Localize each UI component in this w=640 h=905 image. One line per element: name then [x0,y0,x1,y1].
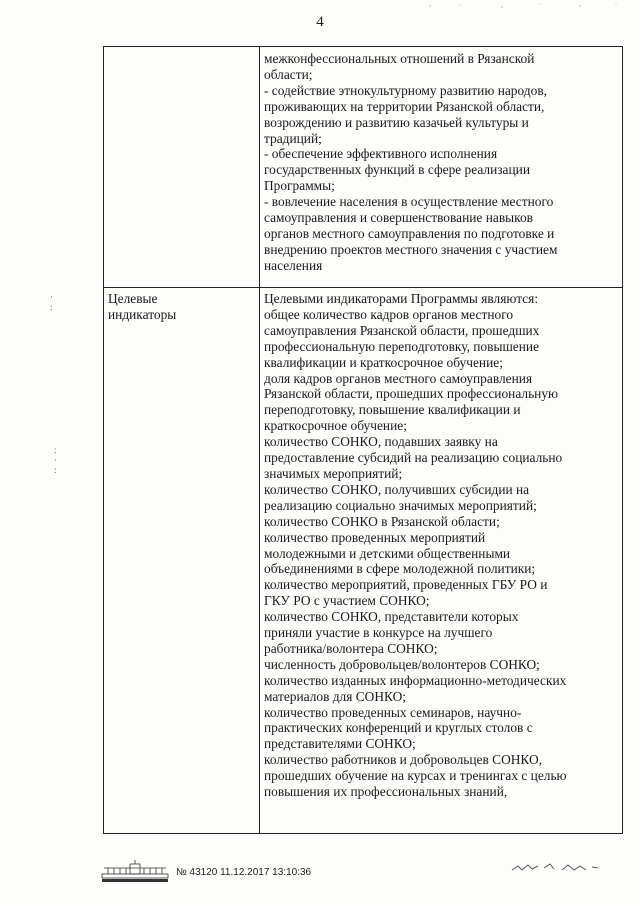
row-label: Целевые [108,291,158,306]
text-line: количество проведенных мероприятий [264,529,486,545]
tasks-cell [264,51,620,274]
text-line: молодежными и детскими общественными [264,545,511,561]
row-divider [104,287,622,288]
text-line: работника/волонтера СОНКО; [264,640,438,656]
signature-scribble [510,858,600,876]
text-line: прошедших обучение на курсах и тренингах с целью [264,768,567,784]
margin-mark: · : [50,292,53,312]
text-line: органов местного самоуправления по подготовке и [264,225,555,241]
program-passport-table [103,46,623,834]
text-line: доля кадров органов местного самоуправления [264,370,533,386]
text-line: количество проведенных семинаров, научно- [264,704,522,720]
text-line: количество СОНКО, подавших заявку на [264,434,498,450]
text-line: Рязанской области, прошедших профессиональную [264,386,559,402]
text-line: - вовлечение населения в осуществление местного [264,194,554,210]
building-logo-icon [100,860,170,884]
margin-mark: : · : [54,445,57,475]
text-line: ГКУ РО с участием СОНКО; [264,593,430,609]
text-line: количество изданных информационно-методических [264,672,567,688]
text-line: материалов для СОНКО; [264,688,407,704]
text-line: населения [264,257,323,273]
text-line: количество СОНКО, представители которых [264,609,519,625]
text-line: значимых мероприятий; [264,465,403,481]
text-line: приняли участие в конкурсе на лучшего [264,625,493,641]
text-line: представителями СОНКО; [264,736,416,752]
scan-noise [420,0,630,10]
text-line: профессиональную переподготовку, повышение [264,338,539,354]
text-line: проживающих на территории Рязанской области, [264,98,545,114]
text-line: - содействие этнокультурному развитию народов, [264,82,547,98]
text-line: самоуправления и совершенствование навыков [264,210,533,226]
text-line: Целевыми индикаторами Программы являются: [264,291,539,306]
text-line: количество работников и добровольцев СОНКО, [264,752,543,768]
text-line: внедрению проектов местного значения с участием [264,241,558,257]
text-line: общее количество кадров органов местного [264,306,514,322]
text-line: количество СОНКО, получивших субсидии на [264,481,530,497]
registration-stamp-text: № 43120 11.12.2017 13:10:36 [176,866,312,878]
text-line: - обеспечение эффективного исполнения [264,146,498,162]
text-line: Программы; [264,178,335,194]
text-line: объединениями в сфере молодежной политики; [264,561,536,577]
text-line: количество мероприятий, проведенных ГБУ РО и [264,577,548,593]
text-line: возрождению и развитию казачьей культуры и [264,114,529,130]
row-label: индикаторы [108,306,177,322]
text-line: предоставление субсидий на реализацию социально [264,450,563,466]
text-line: межконфессиональных отношений в Рязанской [264,51,535,66]
text-line: реализацию социально значимых мероприятий; [264,497,537,513]
text-line: области; [264,66,313,82]
text-line: государственных функций в сфере реализации [264,162,530,178]
page-number: 4 [316,14,324,30]
text-line: самоуправления Рязанской области, прошедших [264,322,540,338]
text-line: численность добровольцев/волонтеров СОНКО; [264,656,540,672]
text-line: краткосрочное обучение; [264,418,407,434]
text-line: переподготовку, повышение квалификации и [264,402,521,418]
text-line: повышения их профессиональных знаний, [264,784,508,800]
text-line: традиций; [264,130,322,146]
indicators-content-cell [264,291,620,800]
indicators-label-cell [108,291,256,323]
document-stamp [100,860,311,884]
text-line: практических конференций и круглых столов с [264,720,533,736]
text-line: квалификации и краткосрочное обучение; [264,354,503,370]
column-divider [259,47,260,833]
text-line: количество СОНКО в Рязанской области; [264,513,500,529]
